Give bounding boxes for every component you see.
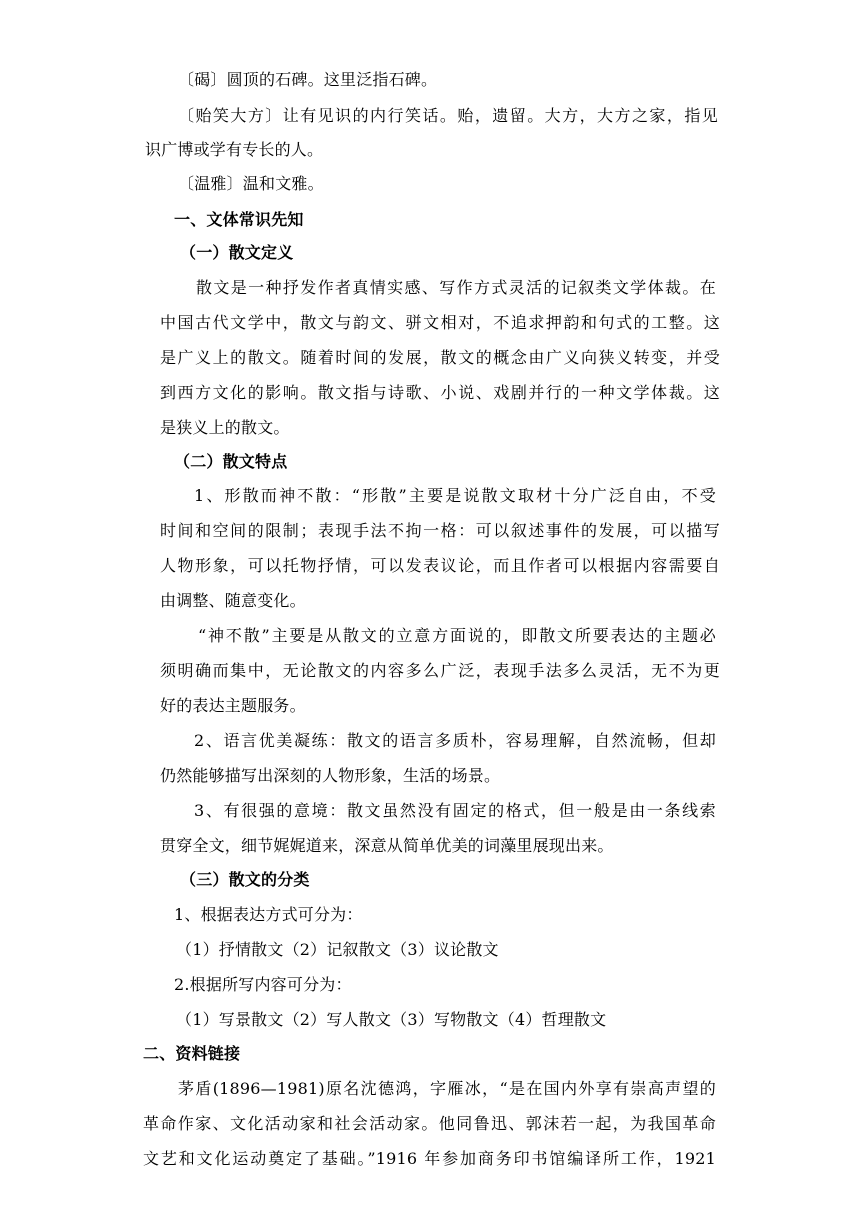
paragraph-line: 2、语言优美凝练：散文的语言多质朴，容易理解，自然流畅，但却 <box>194 731 716 750</box>
annotation-jie: 〔碣〕圆顶的石碑。这里泛指石碑。 <box>178 70 438 89</box>
section-heading-2: 二、资料链接 <box>143 1044 241 1063</box>
paragraph-line: 茅盾(1896—1981)原名沈德鸿，字雁冰，“是在国内外享有崇高声望的 <box>178 1079 716 1098</box>
paragraph-line: 好的表达主题服务。 <box>160 696 306 715</box>
paragraph-line: 贯穿全文，细节娓娓道来，深意从简单优美的词藻里展现出来。 <box>160 836 614 855</box>
paragraph-line: 人物形象，可以托物抒情，可以发表议论，而且作者可以根据内容需要自 <box>160 556 720 575</box>
paragraph-line: 时间和空间的限制；表现手法不拘一格：可以叙述事件的发展，可以描写 <box>160 521 720 540</box>
paragraph-line: 是狭义上的散文。 <box>160 418 290 437</box>
subsection-heading-1: （一）散文定义 <box>180 243 294 262</box>
paragraph-line: 仍然能够描写出深刻的人物形象，生活的场景。 <box>160 766 501 785</box>
paragraph-line: 是广义上的散文。随着时间的发展，散文的概念由广义向狭义转变，并受 <box>160 348 720 367</box>
annotation-yixiaodafang: 〔贻笑大方〕让有见识的内行笑话。贻，遗留。大方，大方之家，指见 <box>178 106 718 125</box>
paragraph-line: 革命作家、文化活动家和社会活动家。他同鲁迅、郭沫若一起，为我国革命 <box>143 1114 716 1133</box>
classification-item: （1）抒情散文（2）记叙散文（3）议论散文 <box>176 940 499 959</box>
classification-item: 2.根据所写内容可分为： <box>174 975 352 994</box>
paragraph-line: 到西方文化的影响。散文指与诗歌、小说、戏剧并行的一种文学体裁。这 <box>160 383 720 402</box>
paragraph-line: “神不散”主要是从散文的立意方面说的，即散文所要表达的主题必 <box>198 626 716 645</box>
annotation-wenya: 〔温雅〕温和文雅。 <box>178 174 324 193</box>
subsection-heading-3: （三）散文的分类 <box>180 870 310 889</box>
classification-item: 1、根据表达方式可分为： <box>174 905 363 924</box>
paragraph-line: 文艺和文化运动奠定了基础。”1916 年参加商务印书馆编译所工作，1921 <box>143 1149 716 1168</box>
paragraph-line: 须明确而集中，无论散文的内容多么广泛，表现手法多么灵活，无不为更 <box>160 661 720 680</box>
paragraph-line: 由调整、随意变化。 <box>160 591 306 610</box>
subsection-heading-2: （二）散文特点 <box>174 452 288 471</box>
paragraph-line: 散文是一种抒发作者真情实感、写作方式灵活的记叙类文学体裁。在 <box>196 278 716 297</box>
paragraph-line: 3、有很强的意境：散文虽然没有固定的格式，但一般是由一条线索 <box>194 801 716 820</box>
annotation-yixiaodafang-cont: 识广博或学有专长的人。 <box>145 140 324 159</box>
paragraph-line: 中国古代文学中，散文与韵文、骈文相对，不追求押韵和句式的工整。这 <box>160 313 720 332</box>
classification-item: （1）写景散文（2）写人散文（3）写物散文（4）哲理散文 <box>176 1010 607 1029</box>
section-heading-1: 一、文体常识先知 <box>174 210 304 229</box>
paragraph-line: 1、形散而神不散：“形散”主要是说散文取材十分广泛自由，不受 <box>194 486 716 505</box>
